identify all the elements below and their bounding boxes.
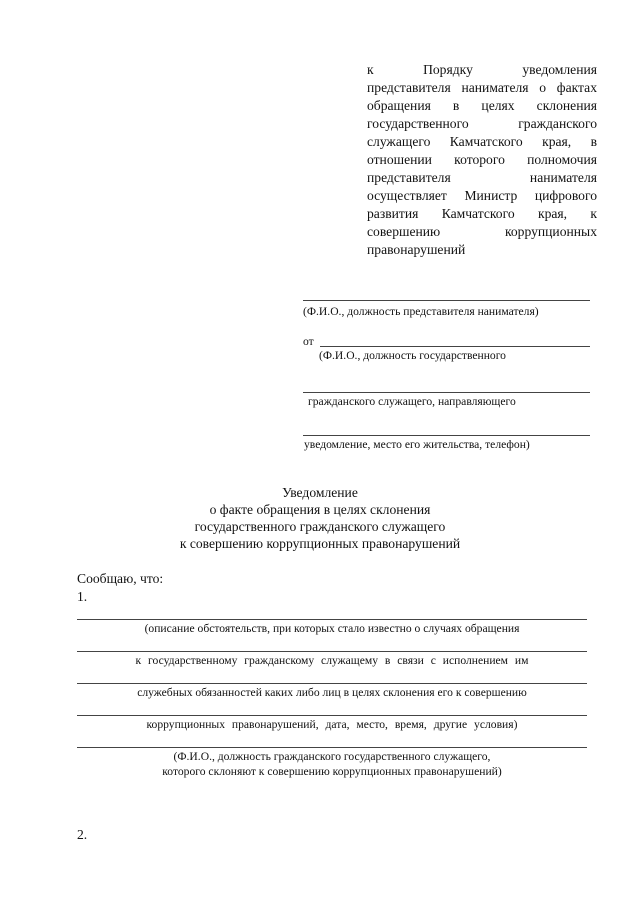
description-caption-2: к государственному гражданскому служащему в связи с исполнением им xyxy=(135,654,529,667)
header-line: государственного гражданского xyxy=(367,116,597,131)
description-caption-3: служебных обязанностей каких либо лиц в целях склонения его к совершению xyxy=(137,686,527,699)
employer-caption: (Ф.И.О., должность представителя нанимателя) xyxy=(303,305,539,318)
description-fill-line-2 xyxy=(77,651,587,652)
title-line: к совершению коррупционных правонарушений xyxy=(179,536,461,551)
header-line: служащего Камчатского края, в xyxy=(367,134,597,149)
header-line: осуществляет Министр цифрового xyxy=(367,188,597,203)
notice-title xyxy=(0,484,640,552)
servant-name-caption-1: (Ф.И.О., должность гражданского государственного служащего, xyxy=(173,750,491,763)
title-line: о факте обращения в целях склонения xyxy=(209,502,431,517)
servant-name-caption-2: которого склоняют к совершению коррупционных правонарушений) xyxy=(162,765,502,778)
description-fill-line-4 xyxy=(77,715,587,716)
header-line: совершению коррупционных xyxy=(367,224,597,239)
servant-name-fill-line xyxy=(77,747,587,748)
header-line: обращения в целях склонения xyxy=(367,98,597,113)
header-line: представителя нанимателя о фактах xyxy=(367,80,597,95)
header-line: правонарушений xyxy=(367,242,466,257)
item-number-2: 2. xyxy=(77,827,88,842)
servant-fill-line-2 xyxy=(303,392,590,393)
servant-fill-line-3 xyxy=(303,435,590,436)
description-caption-1: (описание обстоятельств, при которых стало известно о случаях обращения xyxy=(144,622,520,635)
description-caption-4: коррупционных правонарушений, дата, место, время, другие условия) xyxy=(146,718,518,731)
title-line: государственного гражданского служащего xyxy=(194,519,446,534)
intro-text: Сообщаю, что: xyxy=(77,571,164,586)
title-line: Уведомление xyxy=(282,485,358,500)
servant-caption-1: (Ф.И.О., должность государственного xyxy=(319,349,506,362)
document-header-reference xyxy=(367,61,597,259)
servant-caption-2: гражданского служащего, направляющего xyxy=(308,395,516,408)
header-line: отношении которого полномочия xyxy=(367,152,597,167)
from-fill-line xyxy=(320,346,590,347)
description-fill-line-3 xyxy=(77,683,587,684)
header-line: развития Камчатского края, к xyxy=(367,206,597,221)
servant-caption-3: уведомление, место его жительства, телефон) xyxy=(304,438,530,451)
from-label: от xyxy=(303,335,314,348)
header-line: представителя нанимателя xyxy=(367,170,597,185)
employer-fill-line xyxy=(303,300,590,301)
header-line: к Порядку уведомления xyxy=(367,62,597,77)
description-fill-line-1 xyxy=(77,619,587,620)
item-number-1: 1. xyxy=(77,589,88,604)
